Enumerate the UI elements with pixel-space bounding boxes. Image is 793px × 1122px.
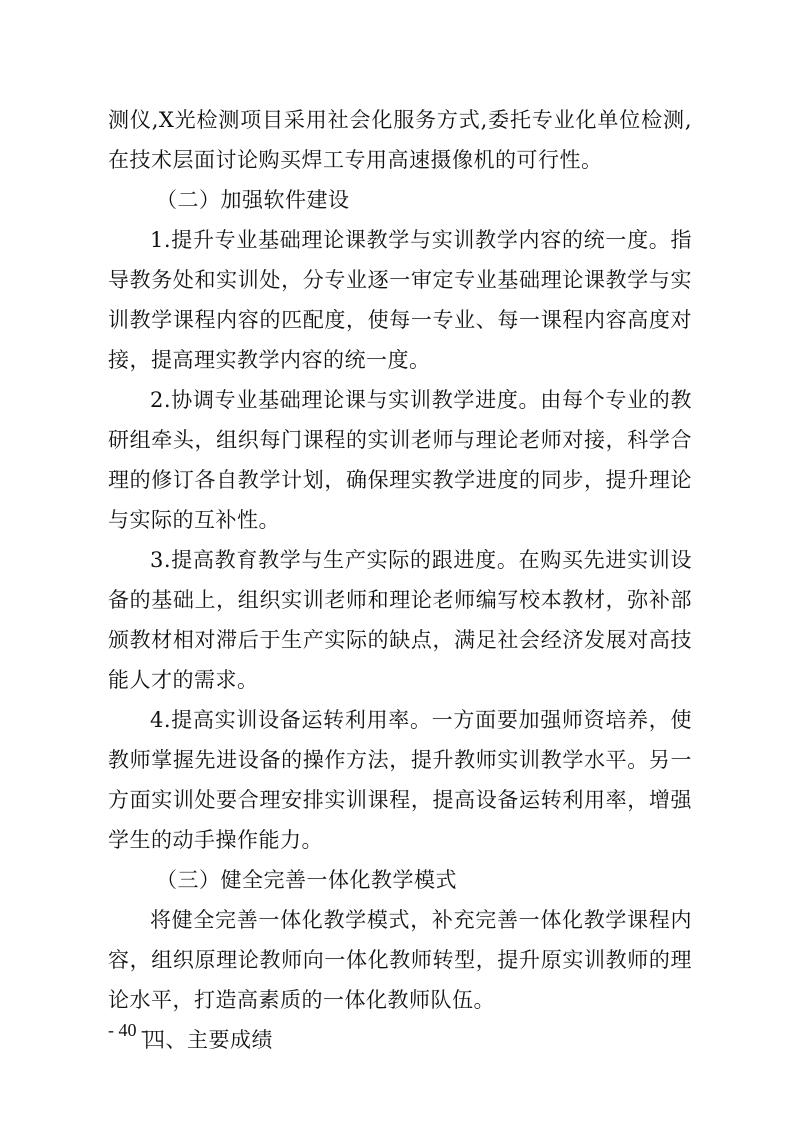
text-line: 研组牵头，组织每门课程的实训老师与理论老师对接，科学合: [108, 428, 692, 452]
section-heading: （三）健全完善一体化教学模式: [156, 868, 457, 892]
text-line: 颁教材相对滞后于生产实际的缺点，满足社会经济发展对高技: [108, 628, 692, 652]
text-line: 1.提升专业基础理论课教学与实训教学内容的统一度。指: [150, 228, 692, 252]
text-line: 3.提高教育教学与生产实际的跟进度。在购买先进实训设: [150, 548, 692, 572]
text-line: 方面实训处要合理安排实训课程，提高设备运转利用率，增强: [108, 788, 692, 812]
text-line: 容，组织原理论教师向一体化教师转型，提升原实训教师的理: [108, 948, 692, 972]
section-heading: （二）加强软件建设: [156, 188, 350, 212]
text-line: 在技术层面讨论购买焊工专用高速摄像机的可行性。: [108, 148, 603, 172]
text-line: 将健全完善一体化教学模式，补充完善一体化教学课程内: [150, 908, 692, 932]
document-body: [108, 100, 692, 1060]
text-line: 测仪,X光检测项目采用社会化服务方式,委托专业化单位检测,: [108, 108, 692, 132]
text-line: 4.提高实训设备运转利用率。一方面要加强师资培养，使: [150, 708, 692, 732]
text-line: 与实际的互补性。: [108, 508, 280, 532]
text-line: 2.协调专业基础理论课与实训教学进度。由每个专业的教: [150, 388, 692, 412]
text-line: 训教学课程内容的匹配度，使每一专业、每一课程内容高度对: [108, 308, 692, 332]
text-line: 接，提高理实教学内容的统一度。: [108, 348, 431, 372]
text-line: 论水平，打造高素质的一体化教师队伍。: [108, 988, 495, 1012]
text-line: 教师掌握先进设备的操作方法，提升教师实训教学水平。另一: [108, 748, 692, 772]
chapter-heading: 四、主要成绩: [144, 1028, 273, 1052]
text-line: 备的基础上，组织实训老师和理论老师编写校本教材，弥补部: [108, 588, 692, 612]
page-number: - 40 -: [108, 1020, 147, 1040]
text-line: 学生的动手操作能力。: [108, 828, 323, 852]
text-line: 理的修订各自教学计划，确保理实教学进度的同步，提升理论: [108, 468, 692, 492]
text-line: 导教务处和实训处，分专业逐一审定专业基础理论课教学与实: [108, 268, 692, 292]
text-line: 能人才的需求。: [108, 668, 259, 692]
